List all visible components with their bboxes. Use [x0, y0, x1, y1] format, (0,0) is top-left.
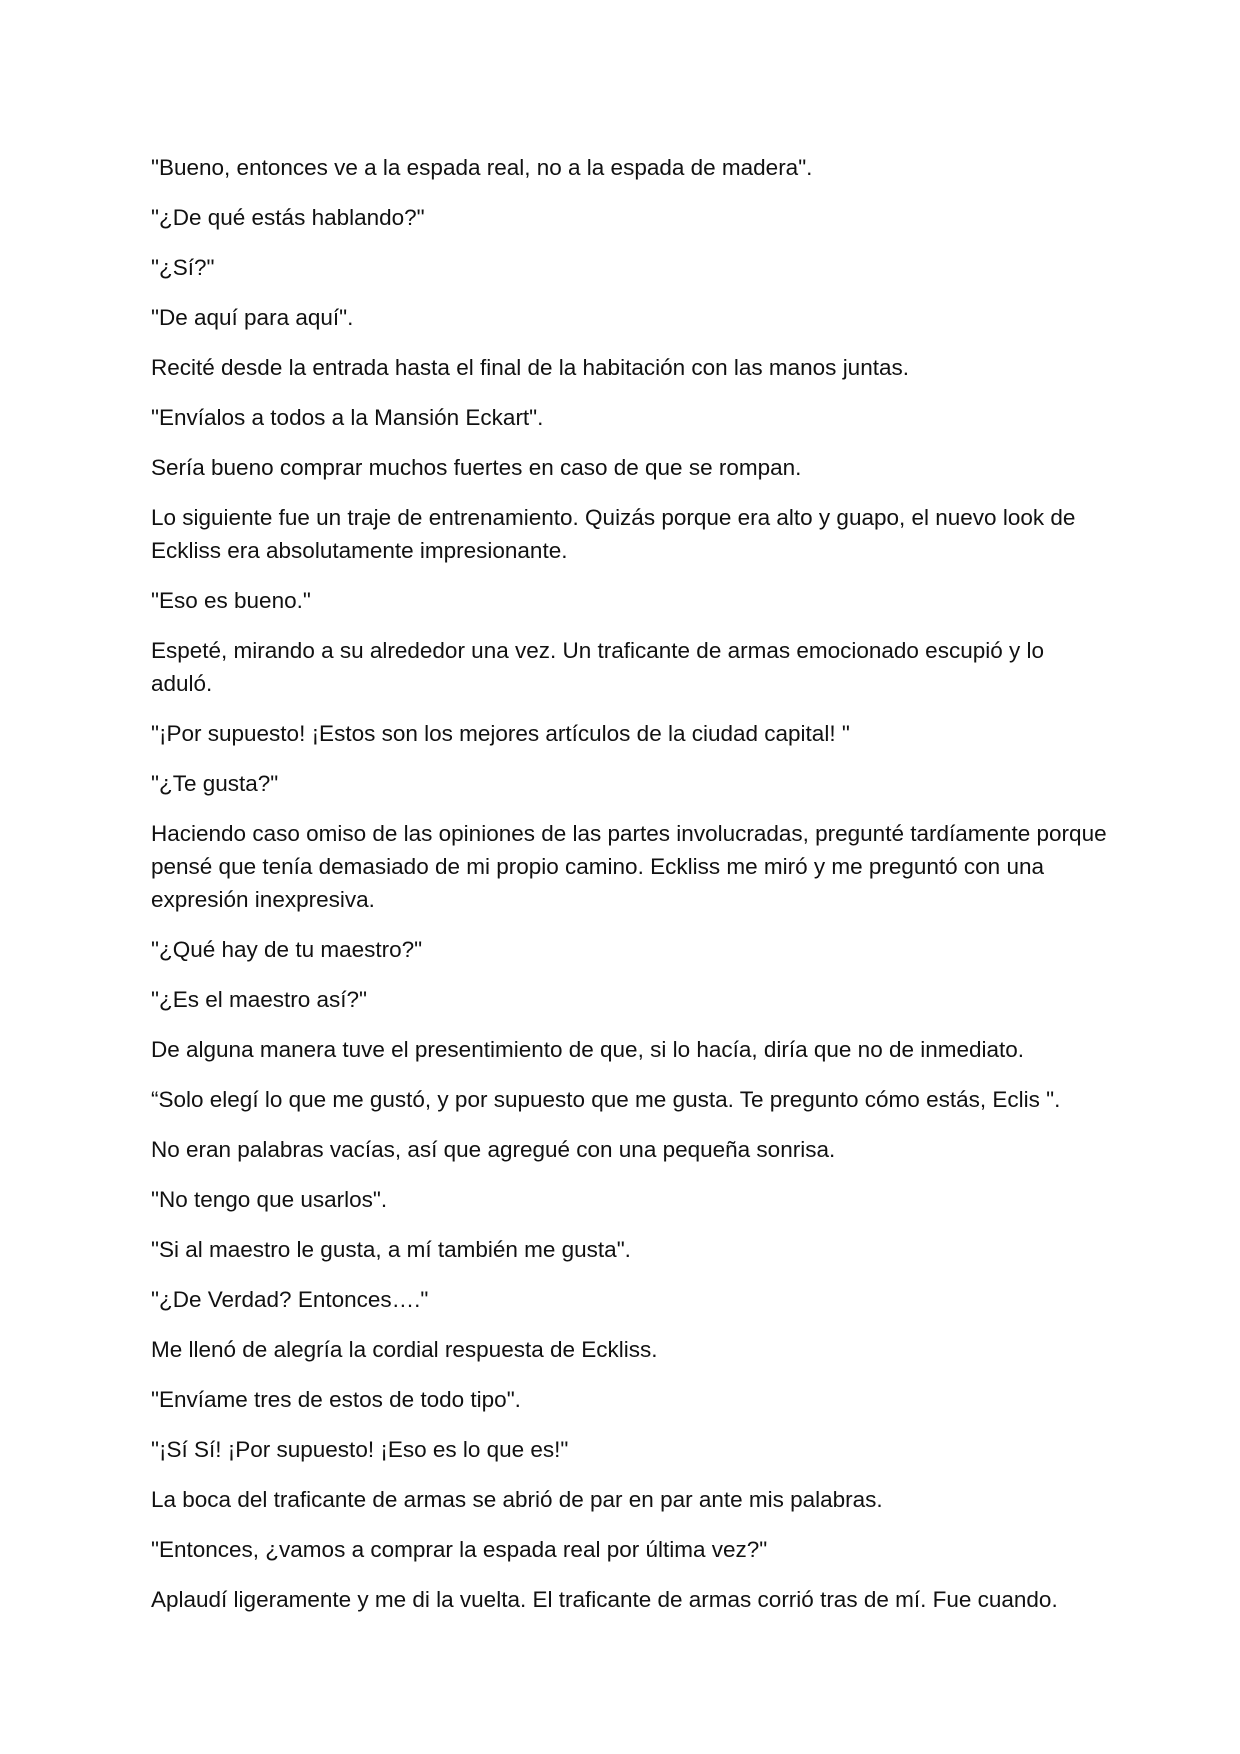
paragraph: Recité desde la entrada hasta el final de la habitación con las manos juntas. — [151, 355, 909, 380]
paragraph: "Bueno, entonces ve a la espada real, no a la espada de madera". — [151, 155, 813, 180]
paragraph: "¿De qué estás hablando?" — [151, 205, 425, 230]
paragraph: "Eso es bueno." — [151, 588, 311, 613]
paragraph: "¿Sí?" — [151, 255, 215, 280]
paragraph: "¿Qué hay de tu maestro?" — [151, 937, 423, 962]
paragraph: “Solo elegí lo que me gustó, y por supuesto que me gusta. Te pregunto cómo estás, Eclis ". — [151, 1087, 1061, 1112]
paragraph: "Envíalos a todos a la Mansión Eckart". — [151, 405, 544, 430]
paragraph: Haciendo caso omiso de las opiniones de las partes involucradas, pregunté tardíamente porque pensé que tenía demasiado de mi propio camino. Eckliss me miró y me preguntó con una expresión inexpresiva. — [151, 821, 1107, 912]
paragraph: "Envíame tres de estos de todo tipo". — [151, 1387, 521, 1412]
paragraph: "¿De Verdad? Entonces…." — [151, 1287, 429, 1312]
paragraph: "Entonces, ¿vamos a comprar la espada real por última vez?" — [151, 1537, 768, 1562]
paragraph: "De aquí para aquí". — [151, 305, 354, 330]
paragraph: "¿Te gusta?" — [151, 771, 279, 796]
paragraph: Espeté, mirando a su alrededor una vez. Un traficante de armas emocionado escupió y lo aduló. — [151, 638, 1045, 696]
paragraph: Sería bueno comprar muchos fuertes en caso de que se rompan. — [151, 455, 802, 480]
paragraph: "Si al maestro le gusta, a mí también me gusta". — [151, 1237, 631, 1262]
paragraph: Lo siguiente fue un traje de entrenamiento. Quizás porque era alto y guapo, el nuevo look de Eckliss era absolutamente impresionante. — [151, 505, 1076, 563]
paragraph: Aplaudí ligeramente y me di la vuelta. El traficante de armas corrió tras de mí. Fue cuando. — [151, 1587, 1058, 1612]
paragraph: No eran palabras vacías, así que agregué con una pequeña sonrisa. — [151, 1137, 836, 1162]
document-body — [151, 151, 1111, 1633]
paragraph: "¡Por supuesto! ¡Estos son los mejores artículos de la ciudad capital! " — [151, 721, 850, 746]
paragraph: De alguna manera tuve el presentimiento de que, si lo hacía, diría que no de inmediato. — [151, 1037, 1025, 1062]
paragraph: Me llenó de alegría la cordial respuesta de Eckliss. — [151, 1337, 658, 1362]
paragraph: La boca del traficante de armas se abrió de par en par ante mis palabras. — [151, 1487, 883, 1512]
paragraph: "¿Es el maestro así?" — [151, 987, 368, 1012]
paragraph: "¡Sí Sí! ¡Por supuesto! ¡Eso es lo que es!" — [151, 1437, 569, 1462]
paragraph: "No tengo que usarlos". — [151, 1187, 388, 1212]
